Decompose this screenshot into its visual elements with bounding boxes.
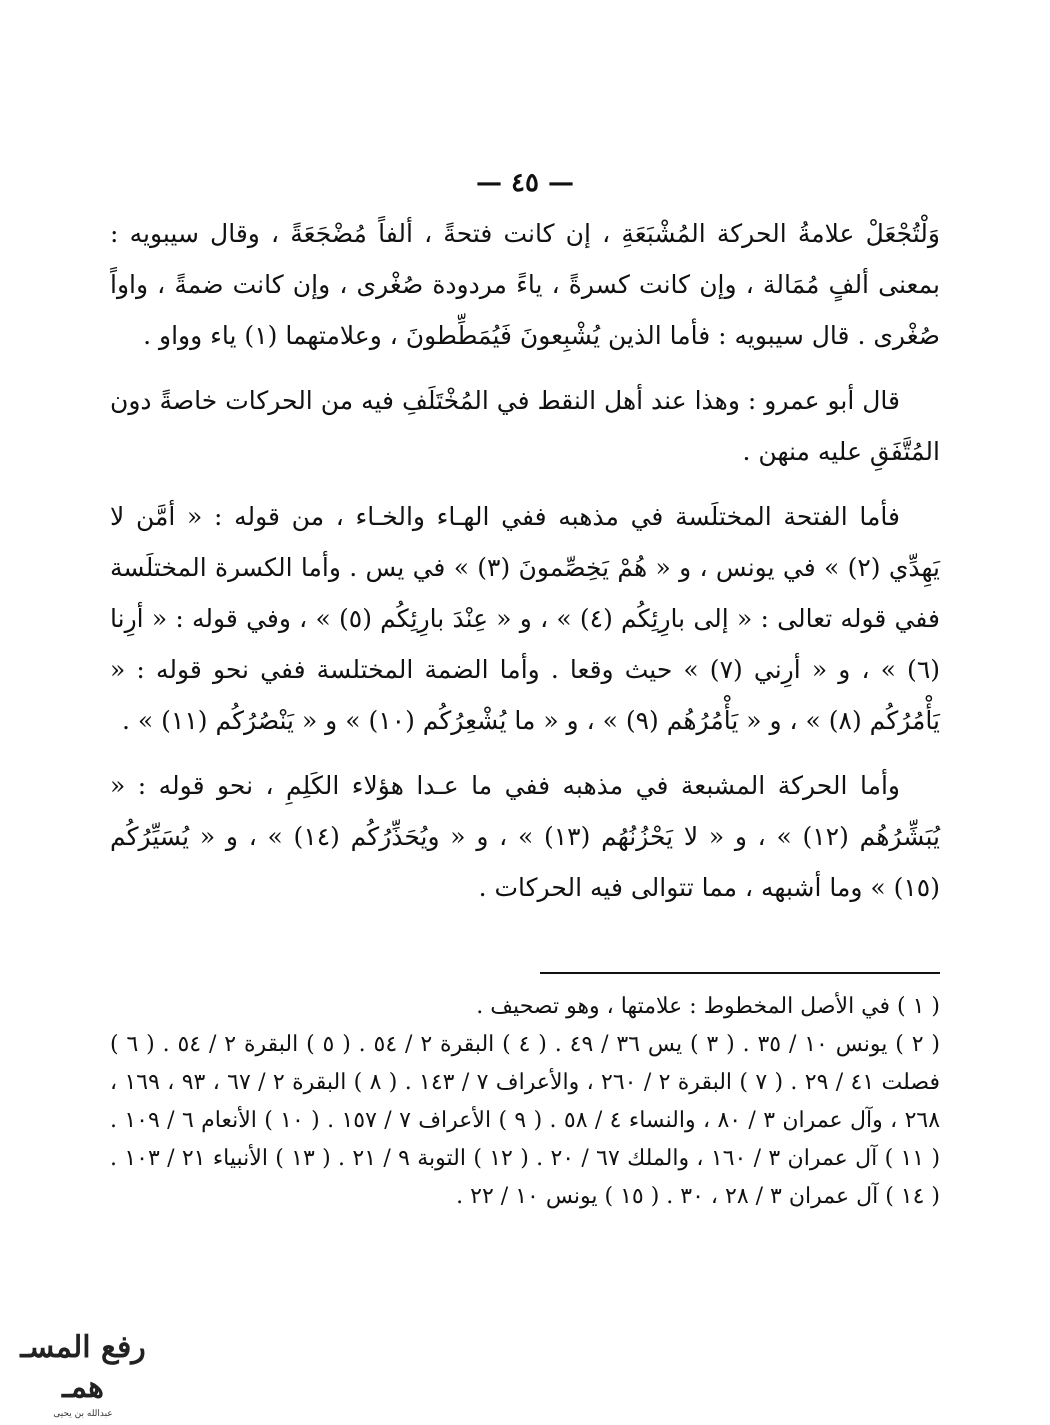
paragraph: فأما الفتحة المختلَسة في مذهبه ففي الهـاء والخـاء ، من قوله : « أمَّن لا يَهِدِّي (٢) » في يونس ، و « هُمْ يَخِصِّمونَ (٣) » في يس . وأما الكسرة المختلَسة ففي قوله تعالى : « إلى بارِئِكُم (٤) » ، و « عِنْدَ بارِئِكُم (٥) » ، وفي قوله : « أرِنا (٦) » ، و « أرِني (٧) » حيث وقعا . وأما الضمة المختلسة ففي نحو قوله : « يَأْمُرُكُم (٨) » ، و « يَأْمُرُهُم (٩) » ، و « ما يُشْعِرُكُم (١٠) » و « يَنْصُرُكُم (١١) » . <box>110 502 941 735</box>
library-stamp-logo <box>18 1328 148 1419</box>
stamp-main-text: رفع المسـ همـ <box>20 1330 146 1405</box>
paragraph: وأما الحركة المشبعة في مذهبه ففي ما عـدا هؤلاء الكَلِمِ ، نحو قوله : « يُبَشِّرُهُم (١٢) » ، و « لا يَحْزُنُهُم (١٣) » ، و « ويُحَذِّرُكُم (١٤) » ، و « يُسَيِّرُكُم (١٥) » وما أشبهه ، مما تتوالى فيه الحركات . <box>110 771 941 902</box>
footnote: ( ٢ ) يونس ١٠ / ٣٥ . ( ٣ ) يس ٣٦ / ٤٩ . ( ٤ ) البقرة ٢ / ٥٤ . ( ٥ ) البقرة ٢ / ٥٤ . ( ٦ ) فصلت ٤١ / ٢٩ . ( ٧ ) البقرة ٢ / ٢٦٠ ، والأعراف ٧ / ١٤٣ . ( ٨ ) البقرة ٢ / ٦٧ ، ٩٣ ، ١٦٩ ، ٢٦٨ ، وآل عمران ٣ / ٨٠ ، والنساء ٤ / ٥٨ . ( ٩ ) الأعراف ٧ / ١٥٧ . ( ١٠ ) الأنعام ٦ / ١٠٩ . ( ١١ ) آل عمران ٣ / ١٦٠ ، والملك ٦٧ / ٢٠ . ( ١٢ ) التوبة ٩ / ٢١ . ( ١٣ ) الأنبياء ٢١ / ١٠٣ . ( ١٤ ) آل عمران ٣ / ٢٨ ، ٣٠ . ( ١٥ ) يونس ١٠ / ٢٢ . <box>110 1032 941 1209</box>
paragraph: قال أبو عمرو : وهذا عند أهل النقط في المُخْتَلَفِ فيه من الحركات خاصةً دون المُتَّفَقِ عليه منهن . <box>110 386 940 466</box>
stamp-sub-text: عبدالله بن يحيى <box>53 1409 113 1419</box>
paragraph: وَلْتُجْعَلْ علامةُ الحركة المُشْبَعَةِ ، إن كانت فتحةً ، ألفاً مُضْجَعَةً ، وقال سيبويه : بمعنى ألفٍ مُمَالة ، وإن كانت كسرةً ، ياءً مردودة صُغْرى ، وإن كانت ضمةً ، واواً صُغْرى . قال سيبويه : فأما الذين يُشْبِعونَ فَيُمَطِّطونَ ، وعلامتهما (١) ياء وواو . <box>110 219 940 350</box>
footnotes <box>110 988 940 1216</box>
page-number: — ٤٥ — <box>475 168 575 198</box>
footnote: ( ١ ) في الأصل المخطوط : علامتها ، وهو تصحيف . <box>476 994 940 1019</box>
main-text <box>110 208 940 927</box>
footnote-divider <box>540 972 940 974</box>
